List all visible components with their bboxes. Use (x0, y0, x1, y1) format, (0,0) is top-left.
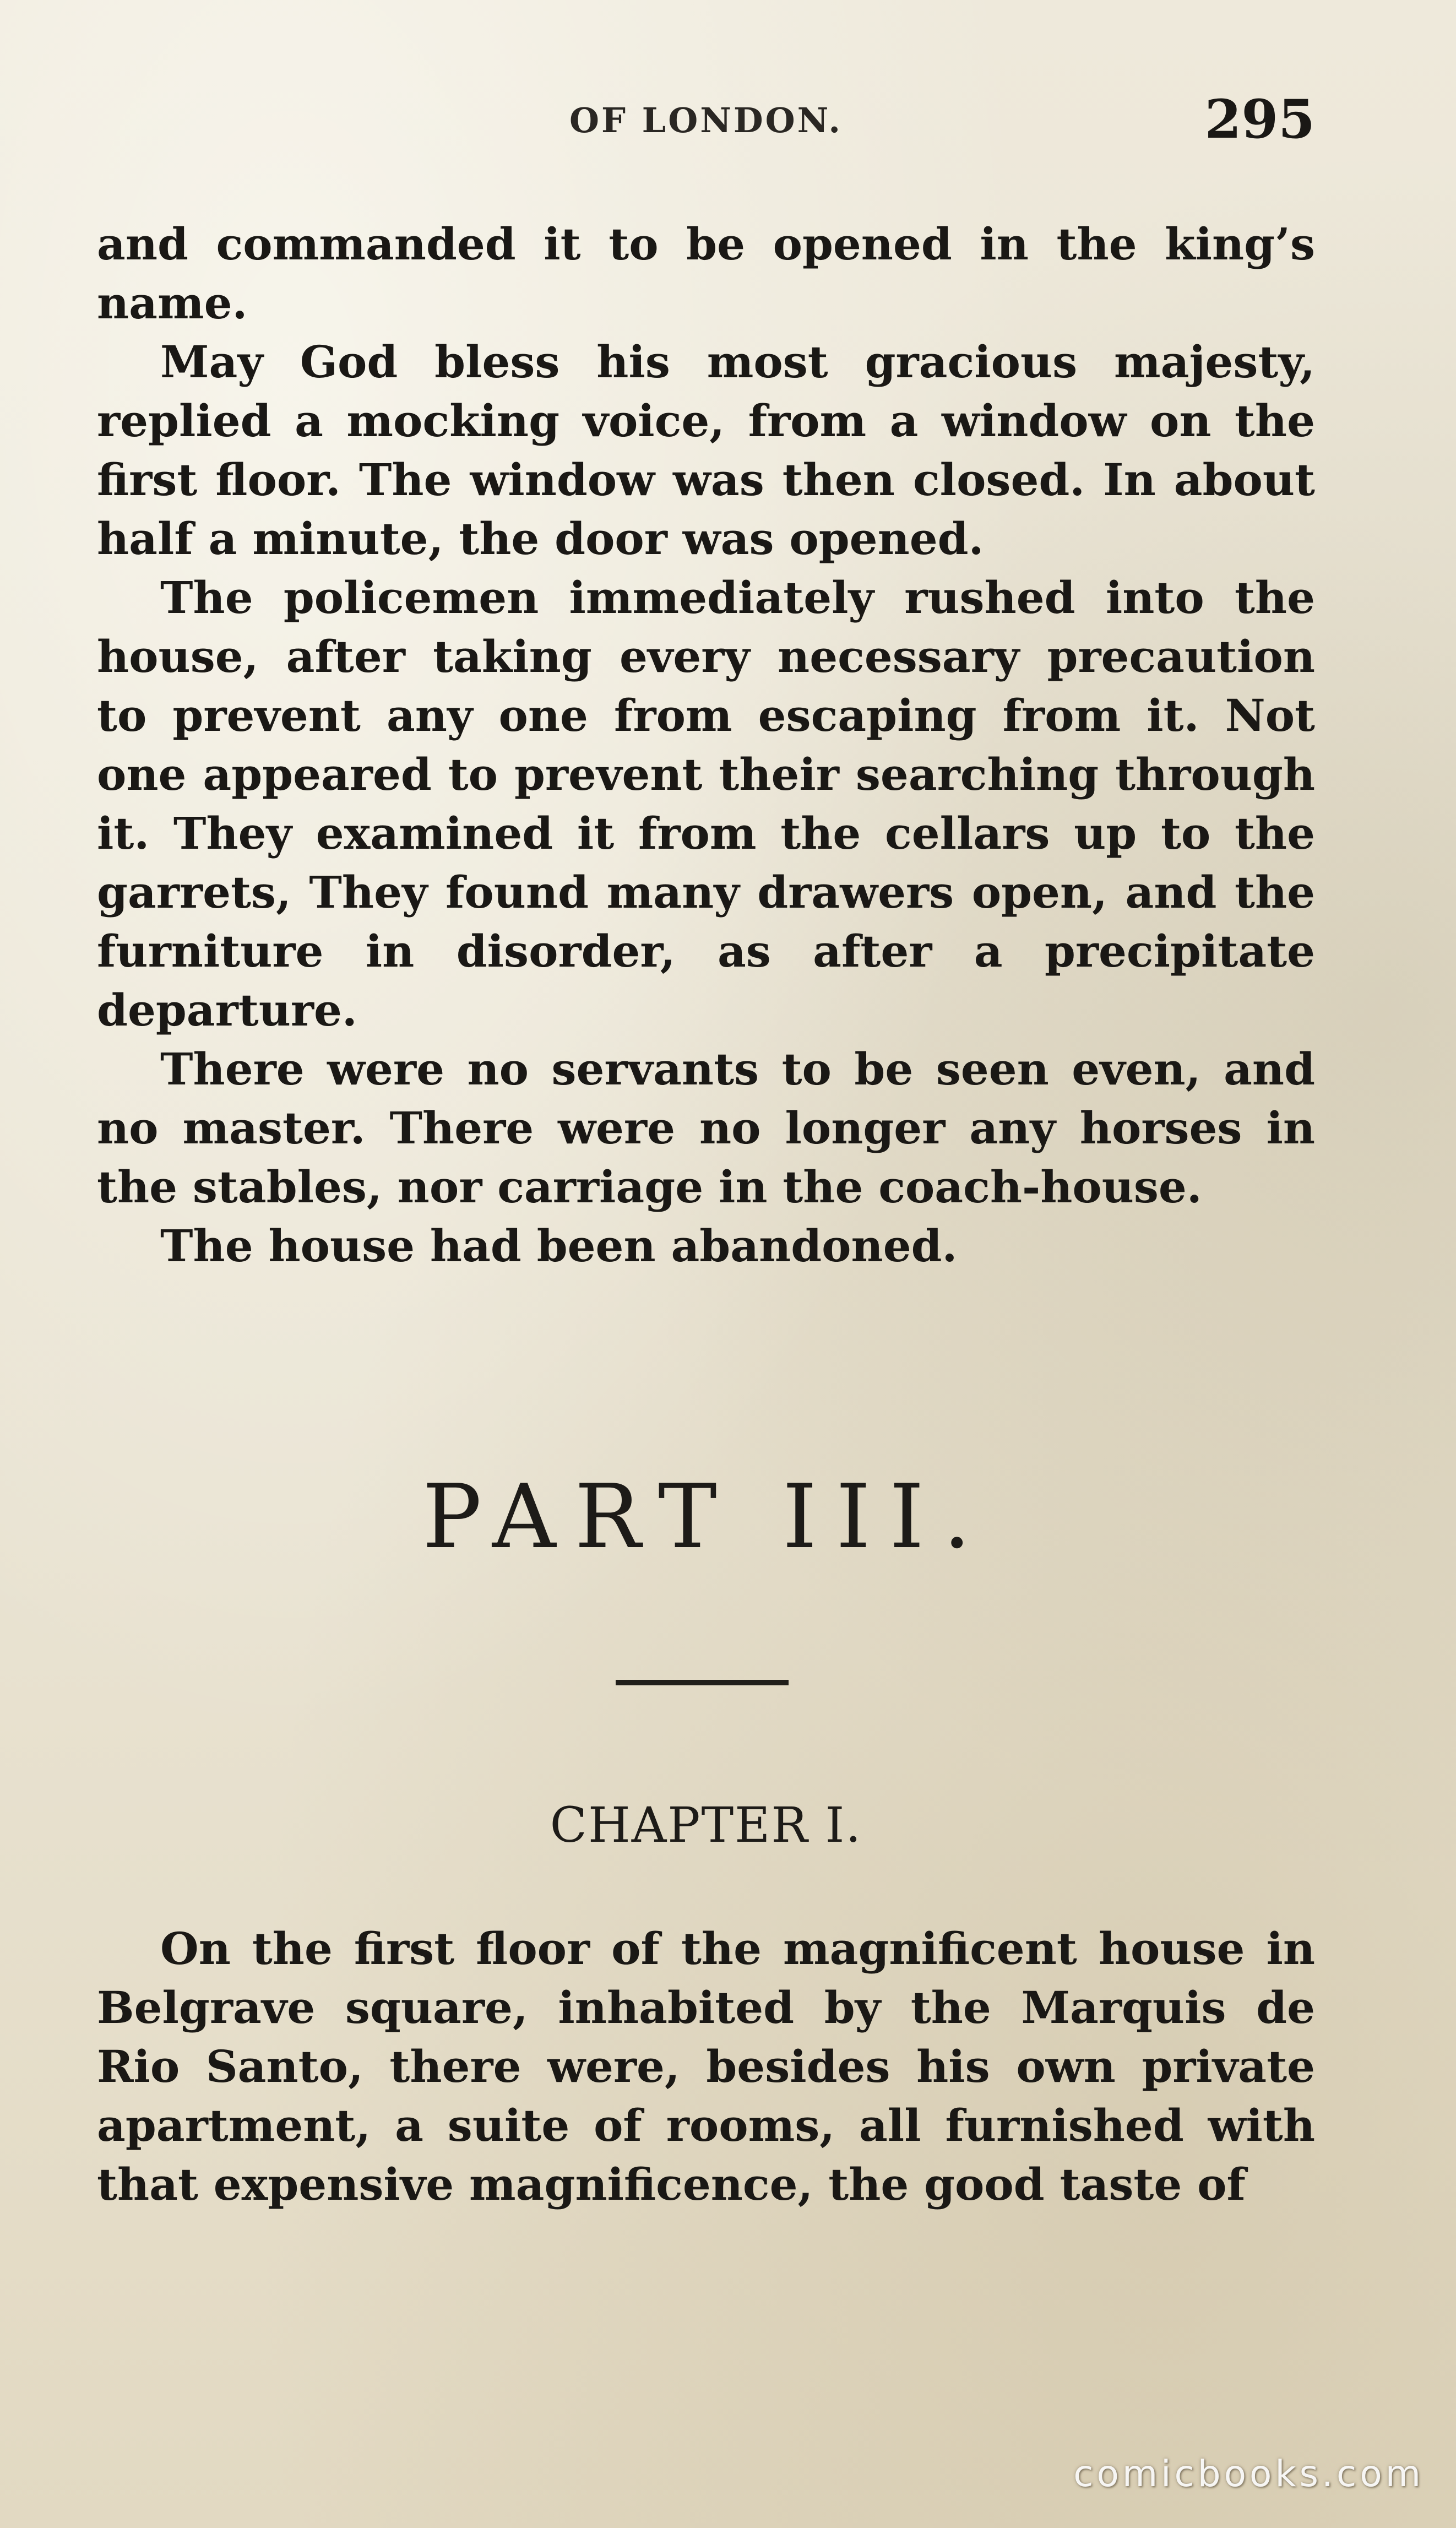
body-text-section-two (97, 1919, 1315, 2214)
running-head (97, 88, 1315, 154)
chapter-heading: CHAPTER I. (550, 1797, 862, 1853)
part-heading: PART III. (422, 1465, 990, 1568)
paragraph: There were no servants to be seen even, and no master. There were no longer any horses in the stables, nor carriage in the coach-house. (97, 1043, 1315, 1213)
section-divider-rule (616, 1680, 789, 1685)
paragraph-continuation: and commanded it to be opened in the king’s name. (97, 218, 1315, 329)
paragraph: May God bless his most gracious majesty, replied a mocking voice, from a window on the first floor. The window was then closed. In about half a minute, the door was opened. (97, 336, 1315, 565)
paragraph: The house had been abandoned. (160, 1220, 958, 1272)
body-text-section-one (97, 215, 1315, 1276)
running-title: OF LONDON. (569, 100, 843, 140)
paragraph: The policemen immediately rushed into the house, after taking every necessary precaution to prevent any one from escaping from it. Not one appeared to prevent their searching through it. They examined it from the cellars up to the garrets, They found many drawers open, and the furniture in disorder, as after a precipitate departure. (97, 572, 1315, 1036)
watermark: comicbooks.com (1073, 2453, 1424, 2495)
page-number: 295 (1204, 88, 1315, 150)
paragraph: On the first floor of the magnificent house in Belgrave square, inhabited by the Marquis de Rio Santo, there were, besides his own private apartment, a suite of rooms, all furnished with that expensive magnificence, the good taste of (97, 1923, 1315, 2210)
